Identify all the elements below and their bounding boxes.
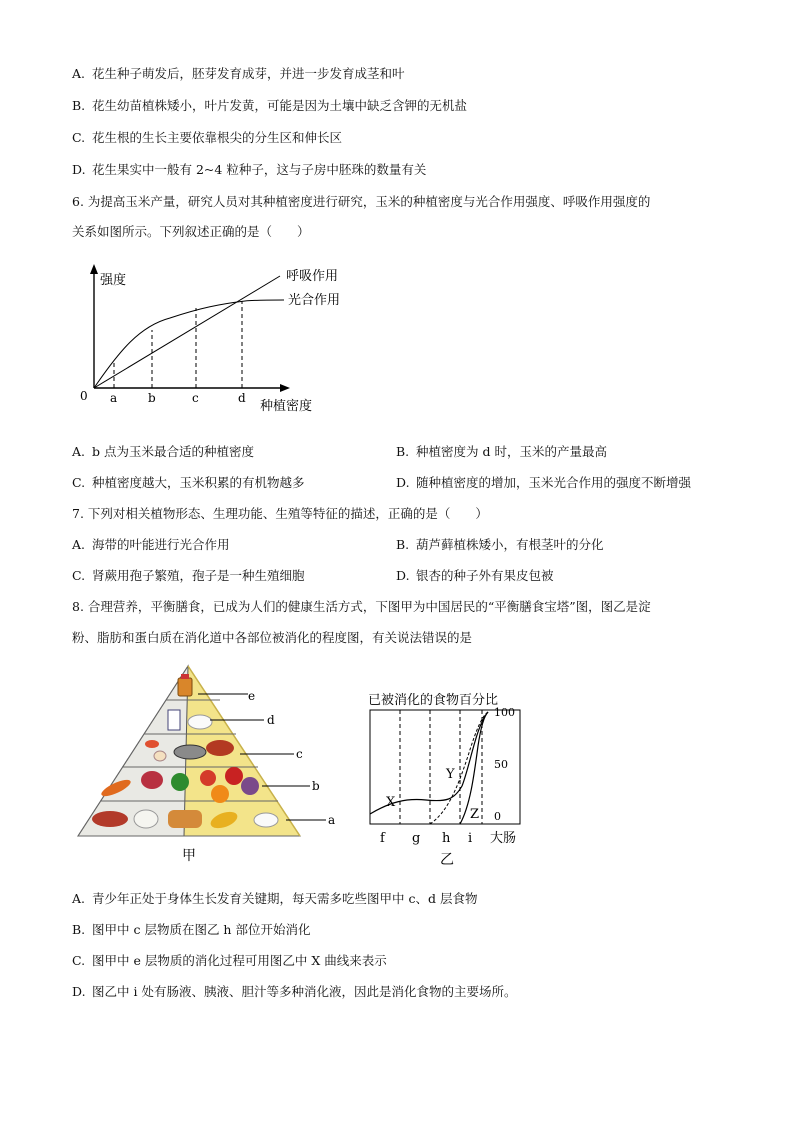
- digest-caption: 乙: [440, 852, 454, 868]
- q8-food-pyramid: [72, 662, 342, 867]
- pyramid-caption: 甲: [182, 848, 196, 864]
- food-oil-bottle-icon: [178, 678, 192, 696]
- q6-stem-line2: 关系如图所示。下列叙述正确的是（ ）: [72, 224, 310, 239]
- food-grapes-icon: [241, 777, 259, 795]
- food-pepper-icon: [171, 773, 189, 791]
- q6-x-label: 种植密度: [260, 399, 313, 414]
- digest-xtick-g: g: [412, 831, 421, 846]
- food-orange-icon: [211, 785, 229, 803]
- digest-xtick-h: h: [442, 831, 451, 846]
- food-milk-box-icon: [168, 710, 180, 730]
- food-meat-icon: [206, 740, 234, 756]
- q7-option-c: C. 肾蕨用孢子繁殖，孢子是一种生殖细胞: [72, 568, 305, 583]
- q6-y-label: 强度: [100, 273, 127, 288]
- q6-photo-curve: [94, 300, 284, 388]
- q8-option-d: D. 图乙中 i 处有肠液、胰液、胆汁等多种消化液，因此是消化食物的主要场所。: [72, 984, 517, 999]
- digest-curve-y-label: Y: [446, 767, 455, 782]
- q6-graph: [70, 260, 370, 420]
- digest-ytick-50: 50: [494, 758, 508, 771]
- digest-title: 已被消化的食物百分比: [368, 693, 499, 708]
- food-bowl-icon: [188, 715, 212, 729]
- digest-xtick-large-intestine: 大肠: [490, 831, 517, 846]
- q6-option-d: D. 随种植密度的增加，玉米光合作用的强度不断增强: [396, 475, 692, 490]
- q6-y-arrow: [90, 264, 98, 274]
- q8-option-c: C. 图甲中 e 层物质的消化过程可用图乙中 X 曲线来表示: [72, 953, 387, 968]
- q8-digestion-graph: [366, 686, 534, 868]
- digest-xtick-f: f: [380, 831, 385, 846]
- q6-resp-line: [94, 276, 280, 388]
- q6-origin: 0: [80, 389, 88, 403]
- digest-ytick-0: 0: [494, 810, 501, 823]
- digest-xtick-i: i: [468, 831, 473, 846]
- q7-option-b: B. 葫芦藓植株矮小，有根茎叶的分化: [396, 537, 604, 552]
- food-rice-bowl-icon: [254, 813, 278, 827]
- q6-tick-c: c: [192, 391, 199, 405]
- q6-resp-label: 呼吸作用: [286, 269, 339, 284]
- food-onion-icon: [141, 771, 163, 789]
- q7-option-d: D. 银杏的种子外有果皮包被: [396, 568, 554, 583]
- q5-option-d: D. 花生果实中一般有 2~4 粒种子，这与子房中胚珠的数量有关: [72, 162, 427, 177]
- q7-option-a: A. 海带的叶能进行光合作用: [72, 537, 230, 552]
- pyramid-label-a: a: [328, 813, 336, 827]
- food-apple-icon: [225, 767, 243, 785]
- q6-tick-b: b: [148, 391, 156, 405]
- q6-stem-line1: 6. 为提高玉米产量，研究人员对其种植密度进行研究，玉米的种植密度与光合作用强度、呼吸作用强度的: [72, 194, 651, 209]
- food-egg-icon: [154, 751, 166, 761]
- pyramid-label-b: b: [312, 779, 320, 793]
- digest-ytick-100: 100: [494, 706, 515, 719]
- q8-option-b: B. 图甲中 c 层物质在图乙 h 部位开始消化: [72, 922, 311, 937]
- q6-option-c: C. 种植密度越大，玉米积累的有机物越多: [72, 475, 305, 490]
- food-fish-icon: [174, 745, 206, 759]
- q8-stem-line2: 粉、脂肪和蛋白质在消化道中各部位被消化的程度图，有关说法错误的是: [72, 630, 473, 645]
- q8-stem-line1: 8. 合理营养，平衡膳食，已成为人们的健康生活方式，下图甲为中国居民的“平衡膳食宝塔”图，图乙是淀: [72, 599, 651, 614]
- digest-curve-x-label: X: [386, 795, 396, 810]
- q5-option-c: C. 花生根的生长主要依靠根尖的分生区和伸长区: [72, 130, 343, 145]
- q6-option-a: A. b 点为玉米最合适的种植密度: [72, 444, 254, 459]
- pyramid-label-e: e: [248, 689, 256, 703]
- food-shrimp-icon: [145, 740, 159, 748]
- q6-tick-d: d: [238, 391, 246, 405]
- q6-photo-label: 光合作用: [288, 293, 341, 308]
- q6-x-arrow: [280, 384, 290, 392]
- q6-tick-a: a: [110, 391, 118, 405]
- food-sweet-potato-icon: [92, 811, 128, 827]
- q5-option-a: A. 花生种子萌发后，胚芽发育成芽，并进一步发育成茎和叶: [72, 66, 405, 81]
- pyramid-label-c: c: [296, 747, 303, 761]
- food-bread-icon: [168, 810, 202, 828]
- q6-option-b: B. 种植密度为 d 时，玉米的产量最高: [396, 444, 607, 459]
- q5-option-b: B. 花生幼苗植株矮小，叶片发黄，可能是因为土壤中缺乏含钾的无机盐: [72, 98, 468, 113]
- food-bun-icon: [134, 810, 158, 828]
- digest-curve-z-label: Z: [470, 807, 480, 822]
- q8-option-a: A. 青少年正处于身体生长发育关键期，每天需多吃些图甲中 c、d 层食物: [72, 891, 478, 906]
- food-tomato-icon: [200, 770, 216, 786]
- pyramid-label-d: d: [267, 713, 275, 727]
- q7-stem: 7. 下列对相关植物形态、生理功能、生殖等特征的描述，正确的是（ ）: [72, 506, 488, 521]
